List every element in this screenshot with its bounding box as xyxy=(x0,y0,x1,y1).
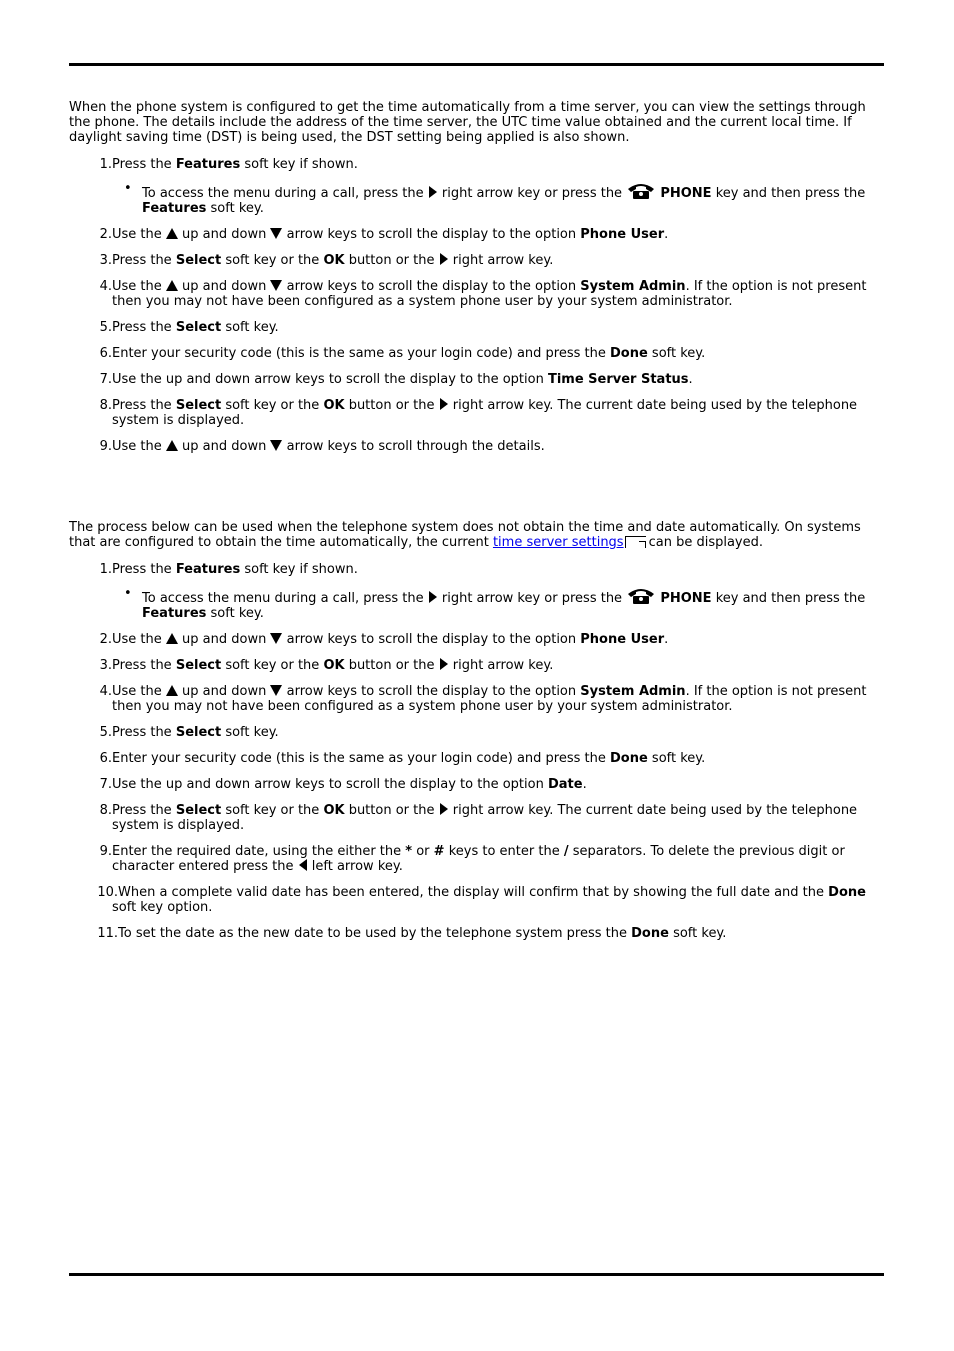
right-arrow-icon xyxy=(439,398,449,410)
list-item: 6. Enter your security code (this is the same as your login code) and press the Done soft key. xyxy=(99,346,706,361)
footer-rule xyxy=(69,1273,884,1276)
right-arrow-icon xyxy=(439,253,449,265)
up-arrow-icon xyxy=(166,633,178,644)
list-item: 1. Press the Features soft key if shown. • To access the menu during a call, press the right arrow key or press the PHONE key and then press the Features soft key. xyxy=(69,562,869,621)
up-arrow-icon xyxy=(166,440,178,451)
phone-icon xyxy=(626,586,656,604)
list-item: 8. Press the Select soft key or the OK button or the right arrow key. The current date being used by the telephone system is displayed. xyxy=(99,803,858,833)
right-arrow-icon xyxy=(439,658,449,670)
down-arrow-icon xyxy=(270,633,282,644)
time-server-settings-link[interactable]: time server settings xyxy=(492,535,624,550)
list-item: 6. Enter your security code (this is the same as your login code) and press the Done soft key. xyxy=(99,751,706,766)
list-item: 10. When a complete valid date has been entered, the display will confirm that by showing the full date and the Done soft key option. xyxy=(97,885,866,915)
section1-steps xyxy=(69,157,869,454)
list-item: 2. Use the up and down arrow keys to scroll the display to the option Phone User. xyxy=(99,227,669,242)
list-item: 3. Press the Select soft key or the OK button or the right arrow key. xyxy=(99,253,554,268)
down-arrow-icon xyxy=(270,440,282,451)
list-item: 5. Press the Select soft key. xyxy=(99,725,279,740)
section-time-server-status xyxy=(69,100,869,465)
section1-intro: When the phone system is configured to get the time automatically from a time server, you can view the settings through the phone. The details include the address of the time server, the UTC time value obtained and the current local time. If daylight saving time (DST) is being used, the DST setting being applied is also shown. xyxy=(69,100,866,145)
list-item: 4. Use the up and down arrow keys to scroll the display to the option System Admin. If the option is not present then you may not have been configured as a system phone user by your system administrator. xyxy=(99,684,867,714)
list-item: 7. Use the up and down arrow keys to scroll the display to the option Time Server Status. xyxy=(99,372,693,387)
cross-reference-icon xyxy=(625,536,646,548)
right-arrow-icon xyxy=(428,591,438,603)
up-arrow-icon xyxy=(166,685,178,696)
section-set-date xyxy=(69,520,869,952)
list-item: 11. To set the date as the new date to be used by the telephone system press the Done soft key. xyxy=(97,926,727,941)
list-item: 8. Press the Select soft key or the OK button or the right arrow key. The current date being used by the telephone system is displayed. xyxy=(99,398,858,428)
list-item: 4. Use the up and down arrow keys to scroll the display to the option System Admin. If the option is not present then you may not have been configured as a system phone user by your system administrator. xyxy=(99,279,867,309)
list-item: 3. Press the Select soft key or the OK button or the right arrow key. xyxy=(99,658,554,673)
bullet-item: • To access the menu during a call, press the right arrow key or press the PHONE key and then press the Features soft key. xyxy=(124,181,866,216)
section2-steps xyxy=(69,562,869,941)
right-arrow-icon xyxy=(428,186,438,198)
list-item: 9. Use the up and down arrow keys to scroll through the details. xyxy=(99,439,545,454)
down-arrow-icon xyxy=(270,685,282,696)
header-rule xyxy=(69,63,884,66)
list-item: 7. Use the up and down arrow keys to scroll the display to the option Date. xyxy=(99,777,587,792)
down-arrow-icon xyxy=(270,228,282,239)
up-arrow-icon xyxy=(166,228,178,239)
list-item: 2. Use the up and down arrow keys to scroll the display to the option Phone User. xyxy=(99,632,669,647)
list-item: 5. Press the Select soft key. xyxy=(99,320,279,335)
bullet-item: • To access the menu during a call, press the right arrow key or press the PHONE key and then press the Features soft key. xyxy=(124,586,866,621)
down-arrow-icon xyxy=(270,280,282,291)
list-item: 1. Press the Features soft key if shown. • To access the menu during a call, press the right arrow key or press the PHONE key and then press the Features soft key. xyxy=(69,157,869,216)
up-arrow-icon xyxy=(166,280,178,291)
phone-icon xyxy=(626,181,656,199)
list-item: 9. Enter the required date, using the either the * or # keys to enter the / separators. To delete the previous digit or character entered press the left arrow key. xyxy=(99,844,845,874)
right-arrow-icon xyxy=(439,803,449,815)
left-arrow-icon xyxy=(298,859,308,871)
section2-intro: The process below can be used when the telephone system does not obtain the time and date automatically. On systems that are configured to obtain the time automatically, the current time server settings can be displayed. xyxy=(69,520,861,550)
